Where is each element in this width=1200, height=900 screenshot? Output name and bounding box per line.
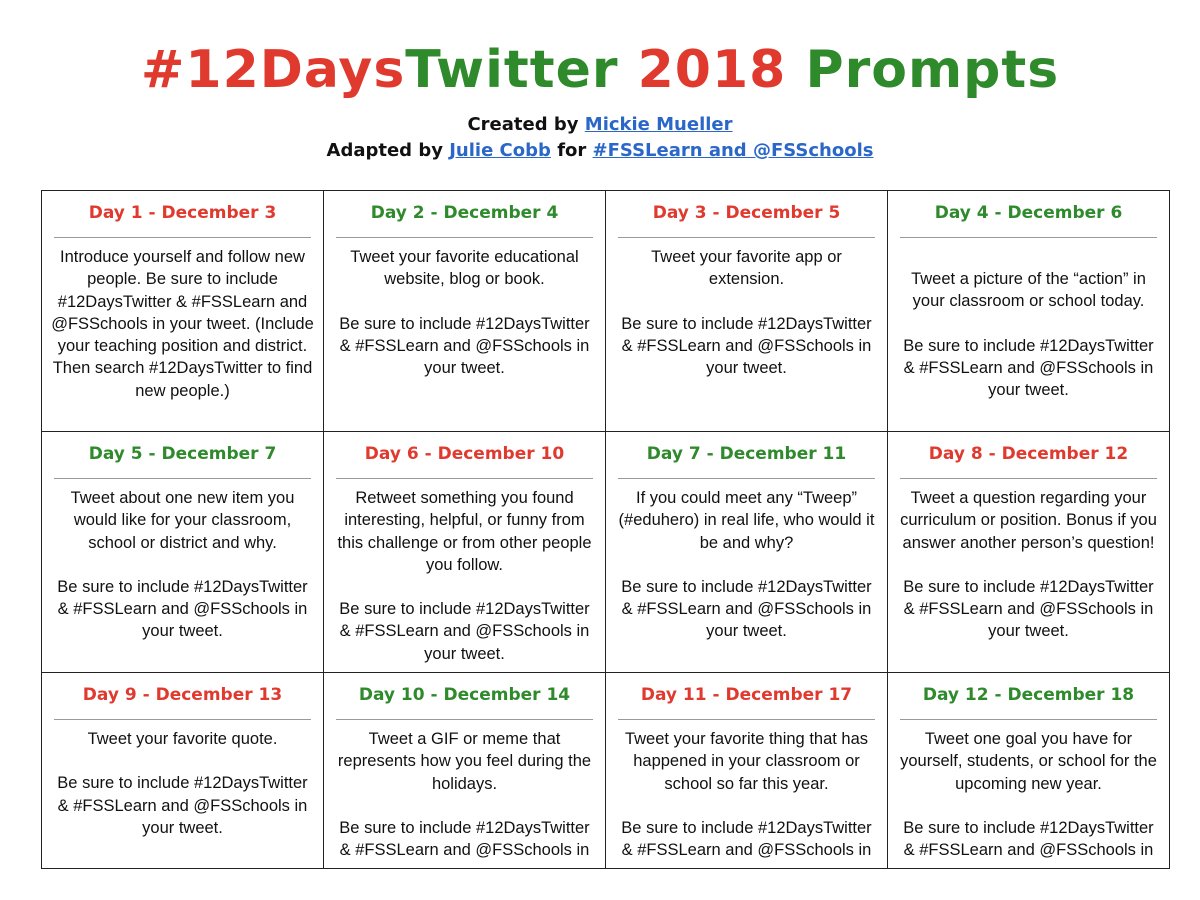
day-cell: [606, 191, 888, 432]
day-prompt: Tweet about one new item you would like for your classroom, school or district and why.: [70, 489, 295, 552]
day-cell: [42, 673, 324, 869]
day-reminder: Be sure to include #12DaysTwitter & #FSSLearn and @FSSchools in: [339, 818, 590, 860]
day-reminder: Be sure to include #12DaysTwitter & #FSSLearn and @FSSchools in your tweet.: [621, 314, 872, 378]
divider: [54, 478, 311, 479]
day-prompt: Tweet a question regarding your curriculum or position. Bonus if you answer another person’s question!: [900, 489, 1157, 552]
day-prompt: Tweet a picture of the “action” in your classroom or school today.: [911, 270, 1146, 311]
prompts-grid: [41, 190, 1170, 869]
divider: [900, 478, 1157, 479]
day-cell: [888, 191, 1170, 432]
page-title: [0, 38, 1200, 102]
adapted-by-line: [0, 138, 1200, 164]
day-prompt: If you could meet any “Tweep” (#eduhero) in real life, who would it be and why?: [618, 489, 875, 552]
day-cell: [42, 191, 324, 432]
day-cell: [324, 432, 606, 673]
day-prompt: Tweet your favorite educational website, blog or book.: [350, 248, 579, 289]
divider: [618, 719, 875, 720]
day-reminder: Be sure to include #12DaysTwitter & #FSSLearn and @FSSchools in your tweet.: [57, 577, 308, 641]
day-reminder: Be sure to include #12DaysTwitter & #FSSLearn and @FSSchools in your tweet.: [903, 336, 1154, 400]
created-by-line: [0, 112, 1200, 138]
divider: [54, 237, 311, 238]
divider: [336, 719, 593, 720]
day-reminder: Be sure to include #12DaysTwitter & #FSSLearn and @FSSchools in: [621, 818, 872, 860]
day-reminder: Be sure to include #12DaysTwitter & #FSSLearn and @FSSchools in your tweet.: [339, 314, 590, 378]
day-cell: [324, 673, 606, 869]
title-part-12days: #12Days: [140, 40, 406, 100]
divider: [336, 237, 593, 238]
grid-row: [42, 191, 1170, 432]
divider: [336, 478, 593, 479]
day-heading: Day 4 - December 6: [934, 203, 1123, 223]
day-reminder: Be sure to include #12DaysTwitter & #FSSLearn and @FSSchools in your tweet.: [57, 774, 308, 837]
day-reminder: Be sure to include #12DaysTwitter & #FSSLearn and @FSSchools in your tweet.: [621, 577, 872, 641]
org-link[interactable]: #FSSLearn and @FSSchools: [592, 140, 874, 161]
day-cell: [324, 191, 606, 432]
day-reminder: Be sure to include #12DaysTwitter & #FSSLearn and @FSSchools in your tweet.: [339, 600, 590, 663]
day-cell: [888, 673, 1170, 869]
divider: [54, 719, 311, 720]
created-by-label: Created by: [467, 114, 579, 135]
day-reminder: Be sure to include #12DaysTwitter & #FSSLearn and @FSSchools in your tweet.: [903, 577, 1154, 641]
day-heading: Day 9 - December 13: [82, 685, 283, 705]
adapted-by-label: Adapted by: [326, 140, 443, 161]
divider: [900, 719, 1157, 720]
divider: [900, 237, 1157, 238]
day-prompt: Introduce yourself and follow new people. Be sure to include #12DaysTwitter & #FSSLearn and @FSSchools in your tweet. (Include your teaching position and district. Then search #12DaysTwitter to find new people.): [51, 248, 314, 400]
day-reminder: Be sure to include #12DaysTwitter & #FSSLearn and @FSSchools in: [903, 818, 1154, 860]
day-heading: Day 5 - December 7: [88, 444, 277, 464]
day-heading: Day 6 - December 10: [364, 444, 565, 464]
day-heading: Day 7 - December 11: [646, 444, 847, 464]
day-cell: [606, 673, 888, 869]
day-prompt: Tweet a GIF or meme that represents how you feel during the holidays.: [337, 730, 592, 793]
day-prompt: Tweet your favorite quote.: [87, 730, 278, 748]
day-prompt: Tweet your favorite app or extension.: [651, 248, 842, 289]
divider: [618, 478, 875, 479]
day-heading: Day 12 - December 18: [922, 685, 1135, 705]
title-part-year: 2018: [637, 40, 787, 100]
day-heading: Day 3 - December 5: [652, 203, 841, 223]
adapter-link[interactable]: Julie Cobb: [449, 140, 551, 161]
credits: [0, 112, 1200, 164]
for-label: for: [557, 140, 587, 161]
day-heading: Day 2 - December 4: [370, 203, 559, 223]
title-part-prompts: Prompts: [805, 40, 1060, 100]
day-heading: Day 8 - December 12: [928, 444, 1129, 464]
day-heading: Day 10 - December 14: [358, 685, 571, 705]
title-part-twitter: Twitter: [405, 40, 619, 100]
day-heading: Day 1 - December 3: [88, 203, 277, 223]
day-cell: [42, 432, 324, 673]
day-prompt: Tweet your favorite thing that has happened in your classroom or school so far this year.: [624, 730, 869, 793]
creator-link[interactable]: Mickie Mueller: [584, 114, 733, 135]
day-prompt: Retweet something you found interesting, helpful, or funny from this challenge or from other people you follow.: [337, 489, 592, 574]
day-prompt: Tweet one goal you have for yourself, students, or school for the upcoming new year.: [900, 730, 1157, 793]
divider: [618, 237, 875, 238]
day-heading: Day 11 - December 17: [640, 685, 853, 705]
day-cell: [606, 432, 888, 673]
grid-row: [42, 432, 1170, 673]
grid-row: [42, 673, 1170, 869]
day-cell: [888, 432, 1170, 673]
